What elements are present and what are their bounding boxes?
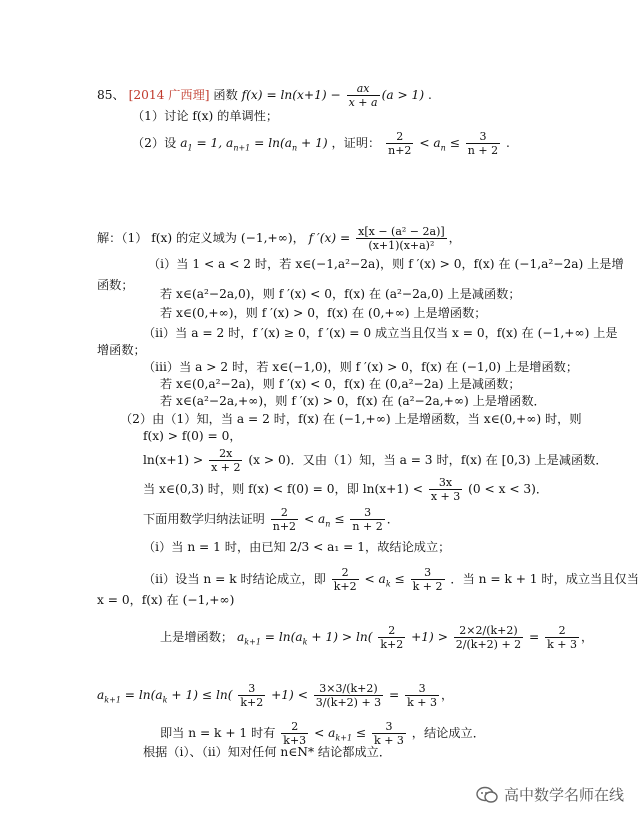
- problem-part1: （1）讨论 f(x) 的单调性；: [132, 109, 279, 123]
- chat-bubble-icon: [476, 786, 498, 804]
- part2-line9: 上是增函数； $a_{k+1} = \ln(a_k + 1) > \ln$( $\frac{2}{k+2}$ +1) > $\frac{2\times 2/(k+2)}{2/(k+2) + 2}$ = $\frac{2}{k + 3}$ ，: [160, 624, 594, 651]
- problem-header: [97, 82, 432, 109]
- problem-number: 85、: [97, 88, 125, 102]
- part2-line2: f(x) > f(0) = 0，: [143, 429, 242, 443]
- problem-stem-prefix: 函数: [213, 88, 238, 102]
- problem-source-tag: [2014 广西理]: [128, 88, 210, 102]
- case2-line2: 增函数；: [97, 343, 146, 357]
- part2-line8: x = 0，f(x) 在 (−1,+∞): [97, 593, 235, 607]
- part2-line10: $a_{k+1} = \ln(a_k + 1) \le \ln$( $\frac{3}{k+2}$ +1) < $\frac{3\times 3/(k+2)}{3/(k+2) + 3}$ = $\frac{3}{k + 3}$ ，: [97, 682, 454, 709]
- part2-mid: ，证明：: [331, 136, 381, 150]
- case1-line1: （i）当 1 < a < 2 时，若 x∈(−1,a²−2a)，则 f ′(x) > 0，f(x) 在 (−1,a²−2a) 上是增: [148, 257, 624, 271]
- part2-line1: （2）由（1）知，当 a = 2 时，f(x) 在 (−1,+∞) 上是增函数，当 x∈(0,+∞) 时，则: [120, 412, 582, 426]
- case1-line3: 若 x∈(a²−2a,0)，则 f ′(x) < 0，f(x) 在 (a²−2a,0) 上是减函数；: [160, 287, 521, 301]
- case1-line2: 函数；: [97, 278, 134, 292]
- part2-prefix: （2）设: [132, 136, 177, 150]
- case3-line1: （iii）当 a > 2 时，若 x∈(−1,0)，则 f ′(x) > 0，f(x) 在 (−1,0) 上是增函数；: [143, 360, 579, 374]
- function-formula: f(x) = ln(x+1) − $\frac{ax}{x + a}$ (a > 1): [241, 82, 425, 109]
- part2-line7: （ii）设当 n = k 时结论成立，即 $\frac{2}{k+2}$ < $a_k$ ≤ $\frac{3}{k + 2}$ ．当 n = k + 1 时，成立当且仅当: [143, 566, 639, 593]
- case2-line1: （ii）当 a = 2 时，f ′(x) ≥ 0，f ′(x) = 0 成立当且仅当 x = 0，f(x) 在 (−1,+∞) 上是: [143, 326, 618, 340]
- case3-line3: 若 x∈(a²−2a,+∞)，则 f ′(x) > 0，f(x) 在 (a²−2a,+∞) 上是增函数．: [160, 394, 546, 408]
- watermark: [476, 784, 624, 805]
- problem-part2: （2）设 $a_1 = 1$, $a_{n+1} = \ln(a_n + 1)$ ，证明： $\frac{2}{n+2}$ < $a_n$ ≤ $\frac{3}{n + 2}$ .: [132, 130, 510, 157]
- case3-line2: 若 x∈(0,a²−2a)，则 f ′(x) < 0，f(x) 在 (0,a²−2a) 上是减函数；: [160, 377, 521, 391]
- case1-line4: 若 x∈(0,+∞)，则 f ′(x) > 0，f(x) 在 (0,+∞) 上是增函数；: [160, 306, 487, 320]
- part2-line11: 即当 n = k + 1 时有 $\frac{2}{k+3}$ < $a_{k+1}$ ≤ $\frac{3}{k + 3}$ ，结论成立．: [160, 720, 485, 747]
- solution-intro: 解：（1） f(x) 的定义域为 (−1,+∞)， f ′(x) = $\frac{\text{x[x − (a² − 2a)]}}{\text{(x+1)(x+a)²}}$ ，: [97, 225, 461, 252]
- part2-line5: 下面用数学归纳法证明 $\frac{2}{n+2}$ < $a_n$ ≤ $\frac{3}{n + 2}$ ．: [143, 506, 399, 533]
- part2-line12: 根据（i）、（ii）知对任何 n∈N* 结论都成立．: [143, 745, 392, 759]
- part2-line6: （i）当 n = 1 时，由已知 2/3 < a₁ = 1，故结论成立；: [143, 540, 451, 554]
- part2-line3: ln(x+1) > $\frac{2x}{x + 2}$ (x > 0)．又由（1）知，当 a = 3 时，f(x) 在 [0,3) 上是减函数．: [143, 447, 608, 474]
- part2-line4: 当 x∈(0,3) 时，则 f(x) < f(0) = 0，即 ln(x+1) < $\frac{3x}{x + 3}$ (0 < x < 3)．: [143, 476, 549, 503]
- watermark-text: 高中数学名师在线: [503, 786, 624, 804]
- problem-stem-suffix: .: [427, 88, 432, 102]
